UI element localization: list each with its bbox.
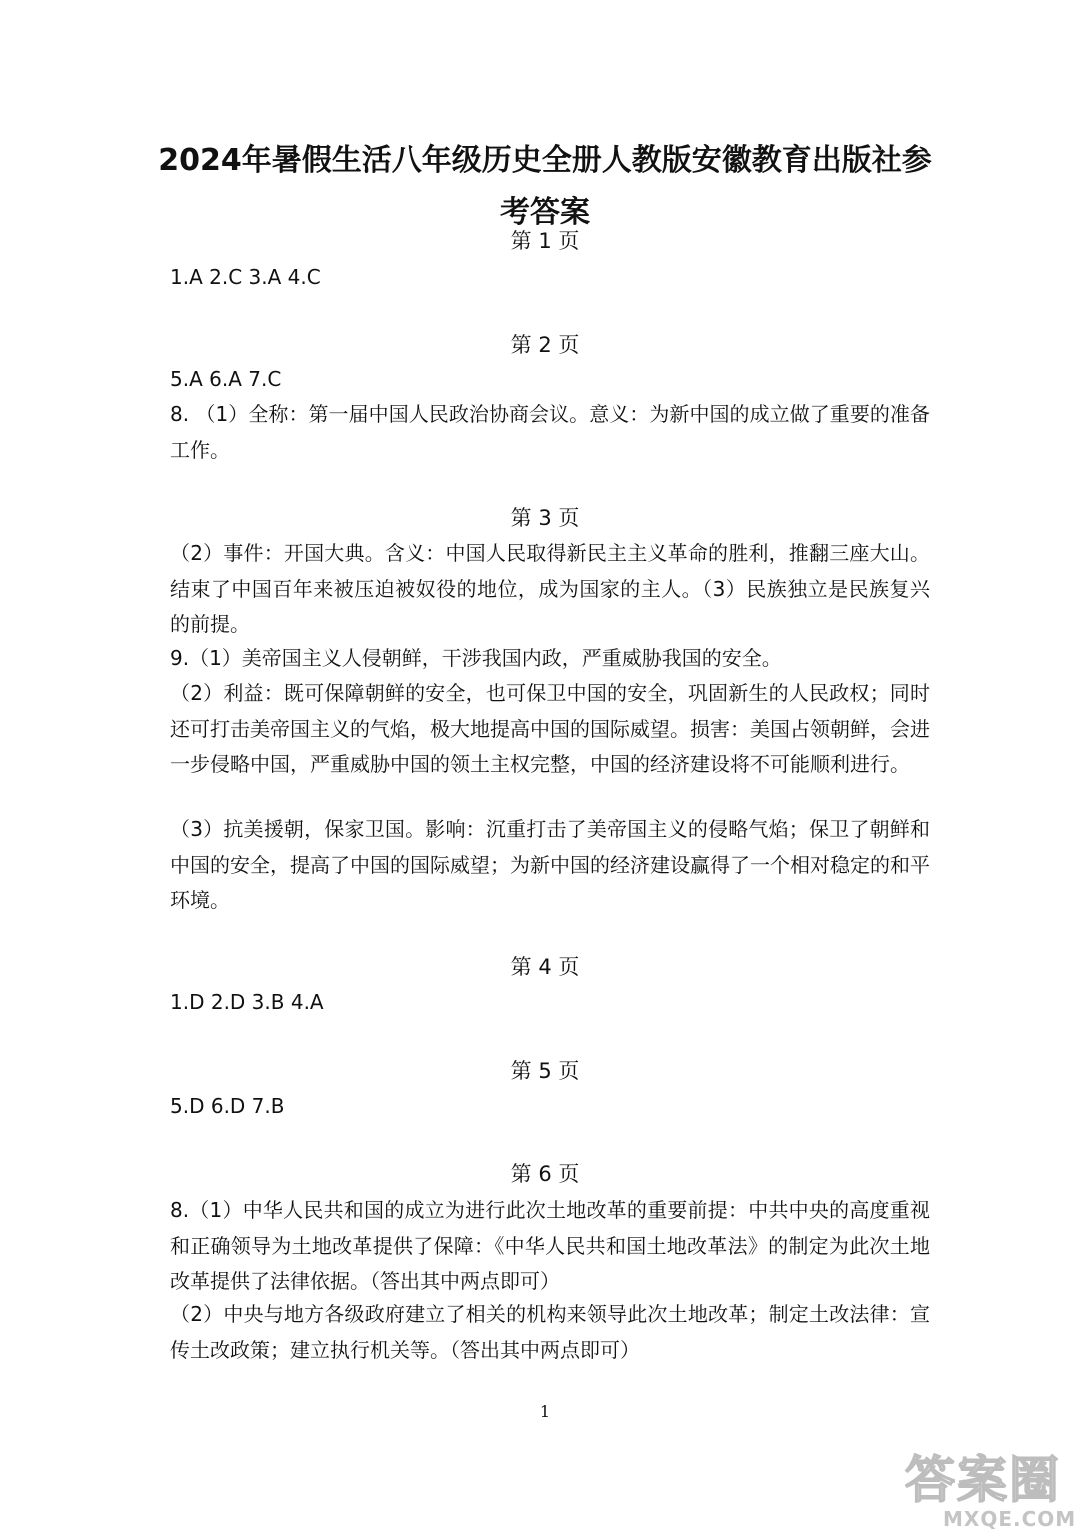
answer-paragraph: （2）事件：开国大典。含义：中国人民取得新民主主义革命的胜利，推翻三座大山。结束了中国百年来被压迫被奴役的地位，成为国家的主人。（3）民族独立是民族复兴的前提。: [170, 541, 930, 636]
section-heading-page-2: 第 2 页: [510, 333, 580, 357]
watermark-url: MXQE.COM: [943, 1507, 1077, 1531]
watermark-text: 答案圈: [905, 1451, 1061, 1509]
section-heading-page-4: 第 4 页: [510, 955, 580, 979]
answer-line: 1.A 2.C 3.A 4.C: [170, 265, 321, 289]
answer-paragraph: 9.（1）美帝国主义人侵朝鲜，干涉我国内政，严重威胁我国的安全。: [170, 646, 782, 670]
watermark-logo: [905, 1452, 1085, 1532]
section-heading-page-1: 第 1 页: [510, 229, 580, 253]
page-number: 1: [539, 1402, 551, 1421]
answer-paragraph: （3）抗美援朝，保家卫国。影响：沉重打击了美帝国主义的侵略气焰；保卫了朝鲜和中国的安全，提高了中国的国际威望；为新中国的经济建设赢得了一个相对稳定的和平环境。: [170, 817, 930, 912]
answer-paragraph: （2）中央与地方各级政府建立了相关的机构来领导此次土地改革；制定土改法律：宣传土改政策；建立执行机关等。（答出其中两点即可）: [170, 1302, 930, 1362]
answer-line: 5.A 6.A 7.C: [170, 367, 282, 391]
answer-paragraph: （2）利益：既可保障朝鲜的安全，也可保卫中国的安全，巩固新生的人民政权；同时还可打击美帝国主义的气焰，极大地提高中国的国际威望。损害：美国占领朝鲜，会进一步侵略中国，严重威胁中国的领土主权完整，中国的经济建设将不可能顺利进行。: [170, 681, 930, 776]
section-heading-page-3: 第 3 页: [510, 506, 580, 530]
answer-paragraph: 8.（1）中华人民共和国的成立为进行此次土地改革的重要前提：中共中央的高度重视和正确领导为土地改革提供了保障：《中华人民共和国土地改革法》的制定为此次土地改革提供了法律依据。（答出其中两点即可）: [170, 1198, 930, 1293]
section-heading-page-5: 第 5 页: [510, 1059, 580, 1083]
title-line-2: 考答案: [500, 195, 590, 230]
answer-line: 1.D 2.D 3.B 4.A: [170, 990, 324, 1014]
answer-line: 5.D 6.D 7.B: [170, 1094, 285, 1118]
document-title: [150, 135, 940, 239]
title-line-1: 2024年暑假生活八年级历史全册人教版安徽教育出版社参: [158, 143, 932, 178]
answer-paragraph: 8. （1）全称：第一届中国人民政治协商会议。意义：为新中国的成立做了重要的准备工作。: [170, 402, 930, 462]
section-heading-page-6: 第 6 页: [510, 1162, 580, 1186]
